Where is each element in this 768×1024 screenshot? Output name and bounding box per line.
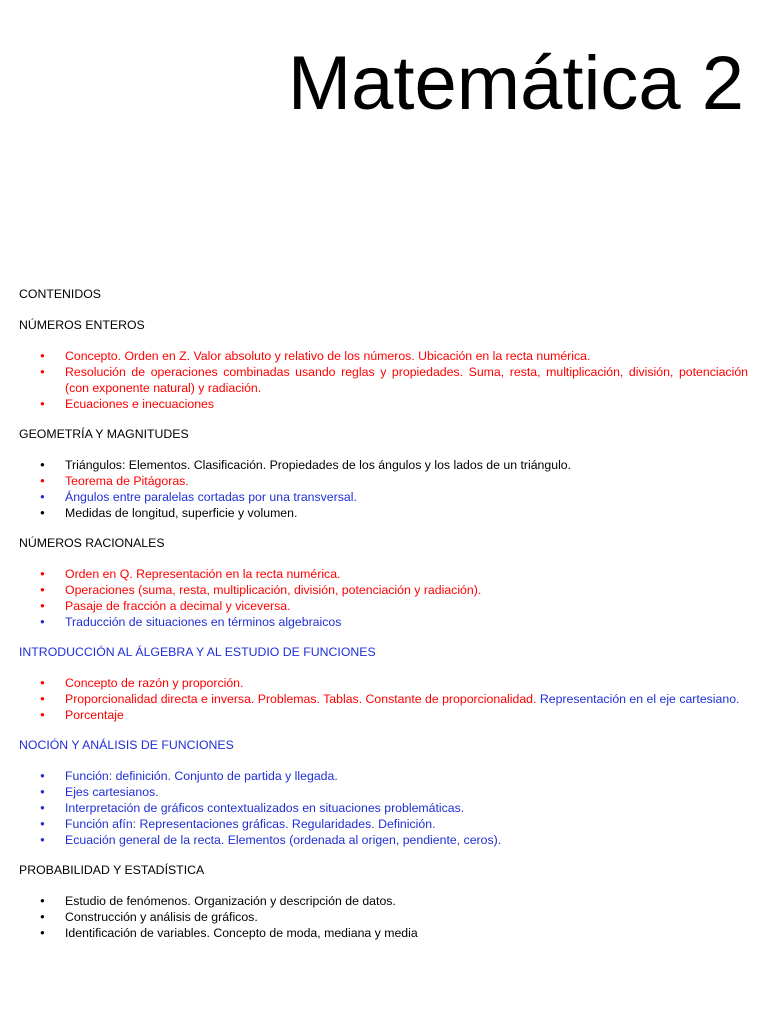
list-item-text: Operaciones (suma, resta, multiplicación, división, potenciación y radiación).: [65, 583, 482, 597]
topic-list: [19, 893, 748, 941]
list-item: [19, 582, 748, 598]
list-item-text: Resolución de operaciones combinadas usando reglas y propiedades. Suma, resta, multiplicación, división, potenciación (con exponente natural) y radiación.: [65, 365, 748, 395]
list-item: [19, 691, 748, 707]
section-heading: GEOMETRÍA Y MAGNITUDES: [19, 427, 189, 441]
list-item: [19, 489, 748, 505]
list-item: [19, 816, 748, 832]
list-item-text: Identificación de variables. Concepto de moda, mediana y media: [65, 926, 418, 940]
list-item-text: Ecuaciones e inecuaciones: [65, 397, 215, 411]
content-section: [19, 862, 748, 941]
list-item: [19, 348, 748, 364]
list-item-text: Orden en Q. Representación en la recta numérica.: [65, 567, 341, 581]
list-item-text: Porcentaje: [65, 708, 124, 722]
document-title: Matemática 2: [287, 41, 744, 126]
topic-list: [19, 566, 748, 630]
list-item-text: Teorema de Pitágoras.: [65, 474, 189, 488]
list-item: [19, 768, 748, 784]
topic-list: [19, 457, 748, 521]
list-item: [19, 566, 748, 582]
list-item: [19, 457, 748, 473]
list-item-text: Triángulos: Elementos. Clasificación. Propiedades de los ángulos y los lados de un triángulo.: [65, 458, 572, 472]
topic-list: [19, 768, 748, 848]
list-item-text: Pasaje de fracción a decimal y viceversa.: [65, 599, 291, 613]
list-item-text: Función: definición. Conjunto de partida y llegada.: [65, 769, 338, 783]
content-section: [19, 535, 748, 630]
list-item: [19, 784, 748, 800]
list-item: [19, 909, 748, 925]
list-item-text: Estudio de fenómenos. Organización y descripción de datos.: [65, 894, 396, 908]
list-item: [19, 832, 748, 848]
list-item: [19, 675, 748, 691]
content-section: [19, 644, 748, 723]
list-item: [19, 473, 748, 489]
content-section: [19, 737, 748, 848]
list-item-text: Ecuación general de la recta. Elementos (ordenada al origen, pendiente, ceros).: [65, 833, 502, 847]
list-item-text: Ejes cartesianos.: [65, 785, 159, 799]
section-heading: PROBABILIDAD Y ESTADÍSTICA: [19, 863, 205, 877]
section-heading: NÚMEROS RACIONALES: [19, 536, 165, 550]
list-item: [19, 364, 748, 396]
list-item-text: Representación en el eje cartesiano.: [539, 692, 740, 706]
list-item-text: Construcción y análisis de gráficos.: [65, 910, 258, 924]
section-heading: NÚMEROS ENTEROS: [19, 318, 145, 332]
list-item: [19, 505, 748, 521]
list-item-text: Proporcionalidad directa e inversa. Problemas. Tablas. Constante de proporcionalidad.: [65, 692, 540, 706]
topic-list: [19, 348, 748, 412]
list-item-text: Ángulos entre paralelas cortadas por una transversal.: [65, 490, 357, 504]
list-item: [19, 614, 748, 630]
list-item: [19, 707, 748, 723]
sections-container: [19, 317, 748, 941]
list-item-text: Función afín: Representaciones gráficas. Regularidades. Definición.: [65, 817, 436, 831]
content-section: [19, 426, 748, 521]
contents-heading: CONTENIDOS: [19, 287, 101, 301]
list-item: [19, 893, 748, 909]
list-item-text: Concepto. Orden en Z. Valor absoluto y relativo de los números. Ubicación en la recta numérica.: [65, 349, 591, 363]
section-heading: INTRODUCCIÓN AL ÁLGEBRA Y AL ESTUDIO DE FUNCIONES: [19, 645, 376, 659]
content-section: [19, 317, 748, 412]
list-item-text: Concepto de razón y proporción.: [65, 676, 244, 690]
list-item-text: Traducción de situaciones en términos algebraicos: [65, 615, 342, 629]
list-item: [19, 396, 748, 412]
topic-list: [19, 675, 748, 723]
section-heading: NOCIÓN Y ANÁLISIS DE FUNCIONES: [19, 738, 234, 752]
list-item: [19, 925, 748, 941]
list-item: [19, 800, 748, 816]
list-item: [19, 598, 748, 614]
list-item-text: Interpretación de gráficos contextualizados en situaciones problemáticas.: [65, 801, 465, 815]
list-item-text: Medidas de longitud, superficie y volumen.: [65, 506, 298, 520]
document-content: [19, 286, 748, 941]
